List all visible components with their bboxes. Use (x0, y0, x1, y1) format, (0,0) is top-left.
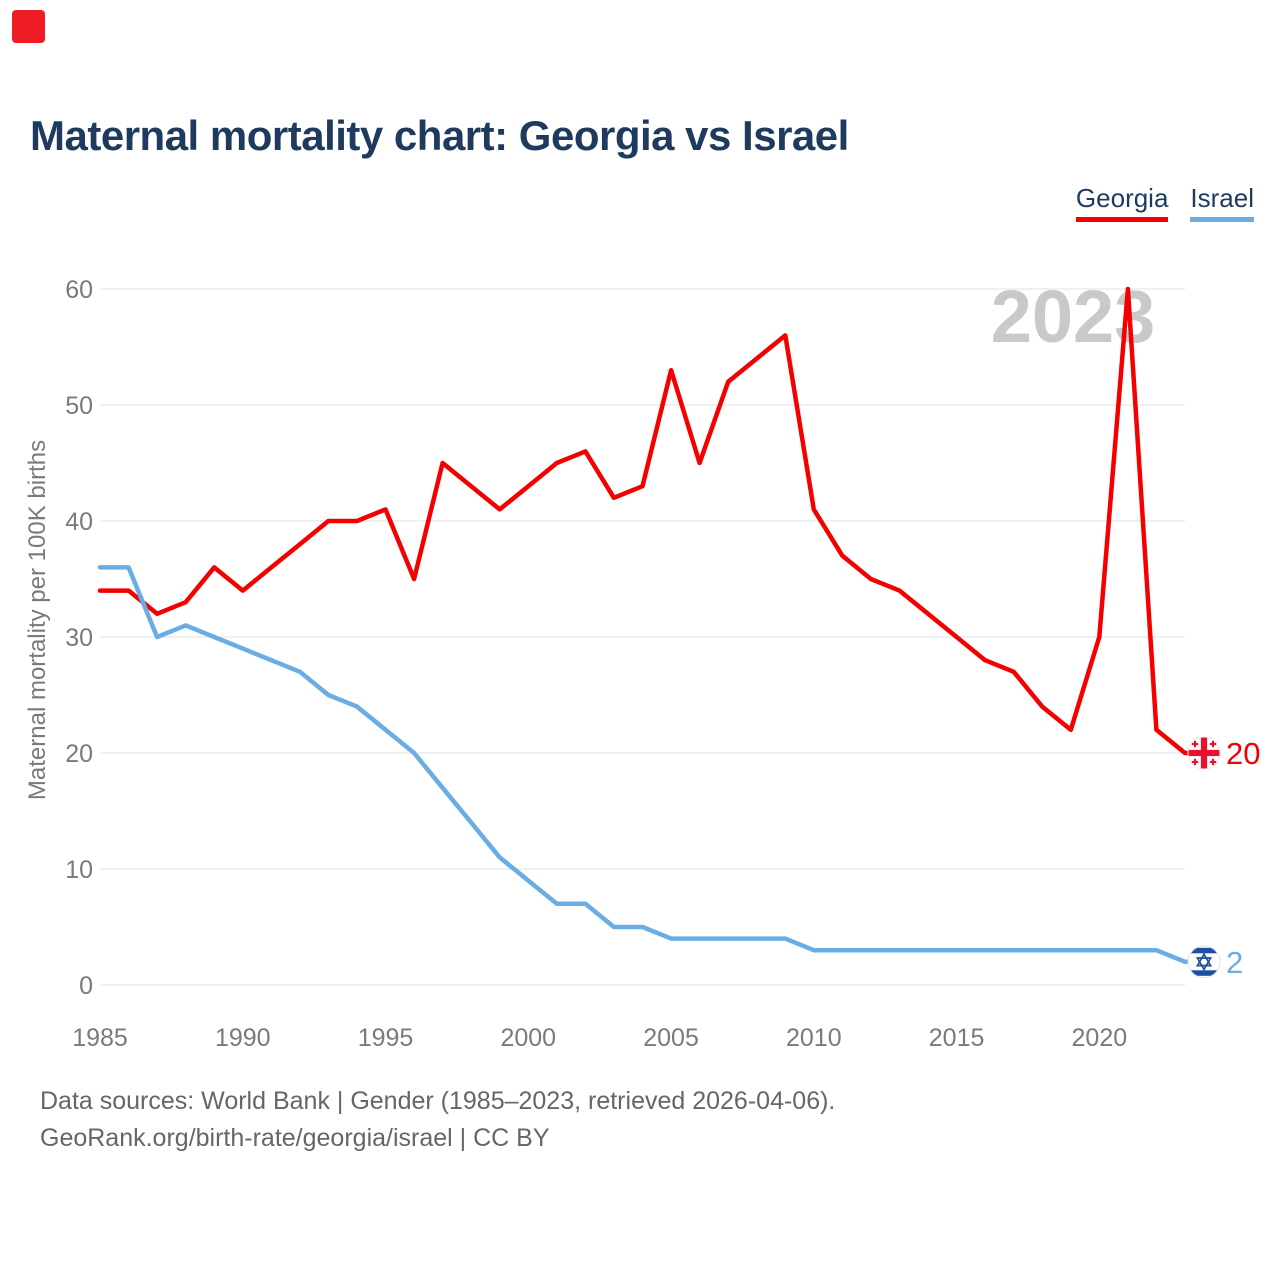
israel-flag-icon (1188, 946, 1220, 978)
watermark-year: 2023 (990, 275, 1156, 358)
x-tick-label: 2005 (643, 1024, 699, 1052)
y-axis-title: Maternal mortality per 100K births (24, 439, 51, 801)
footer (40, 1083, 835, 1157)
x-axis-tick-labels (72, 1024, 1127, 1052)
legend-item-israel[interactable]: Israel (1190, 184, 1254, 222)
x-tick-label: 2010 (786, 1024, 842, 1052)
x-tick-label: 1990 (214, 1024, 271, 1052)
israel-line (100, 567, 1189, 961)
y-tick-label: 50 (65, 392, 93, 420)
israel-end-value: 2 (1226, 944, 1244, 980)
y-tick-label: 60 (65, 276, 93, 304)
x-tick-label: 2020 (1071, 1024, 1128, 1052)
legend-item-georgia[interactable]: Georgia (1076, 184, 1169, 222)
georgia-end-value: 20 (1226, 736, 1261, 771)
series-lines (100, 289, 1189, 962)
georgia-flag-icon (1188, 737, 1220, 769)
x-tick-label: 2015 (928, 1024, 985, 1052)
x-tick-label: 1985 (72, 1024, 128, 1052)
y-tick-label: 10 (65, 856, 93, 884)
gridlines (100, 289, 1185, 985)
footer-attribution-line: GeoRank.org/birth-rate/georgia/israel | CC BY (40, 1124, 550, 1152)
series-end-labels (1226, 736, 1260, 980)
y-tick-label: 0 (79, 972, 93, 1000)
footer-sources-line: Data sources: World Bank | Gender (1985–2023, retrieved 2026-04-06). (40, 1087, 836, 1115)
y-tick-label: 40 (65, 508, 93, 536)
y-tick-label: 30 (65, 624, 93, 652)
x-tick-label: 1995 (357, 1024, 414, 1052)
y-tick-label: 20 (65, 740, 93, 768)
y-axis-tick-labels (65, 276, 93, 1000)
x-tick-label: 2000 (500, 1024, 557, 1052)
page-title: Maternal mortality chart: Georgia vs Israel (30, 112, 849, 159)
